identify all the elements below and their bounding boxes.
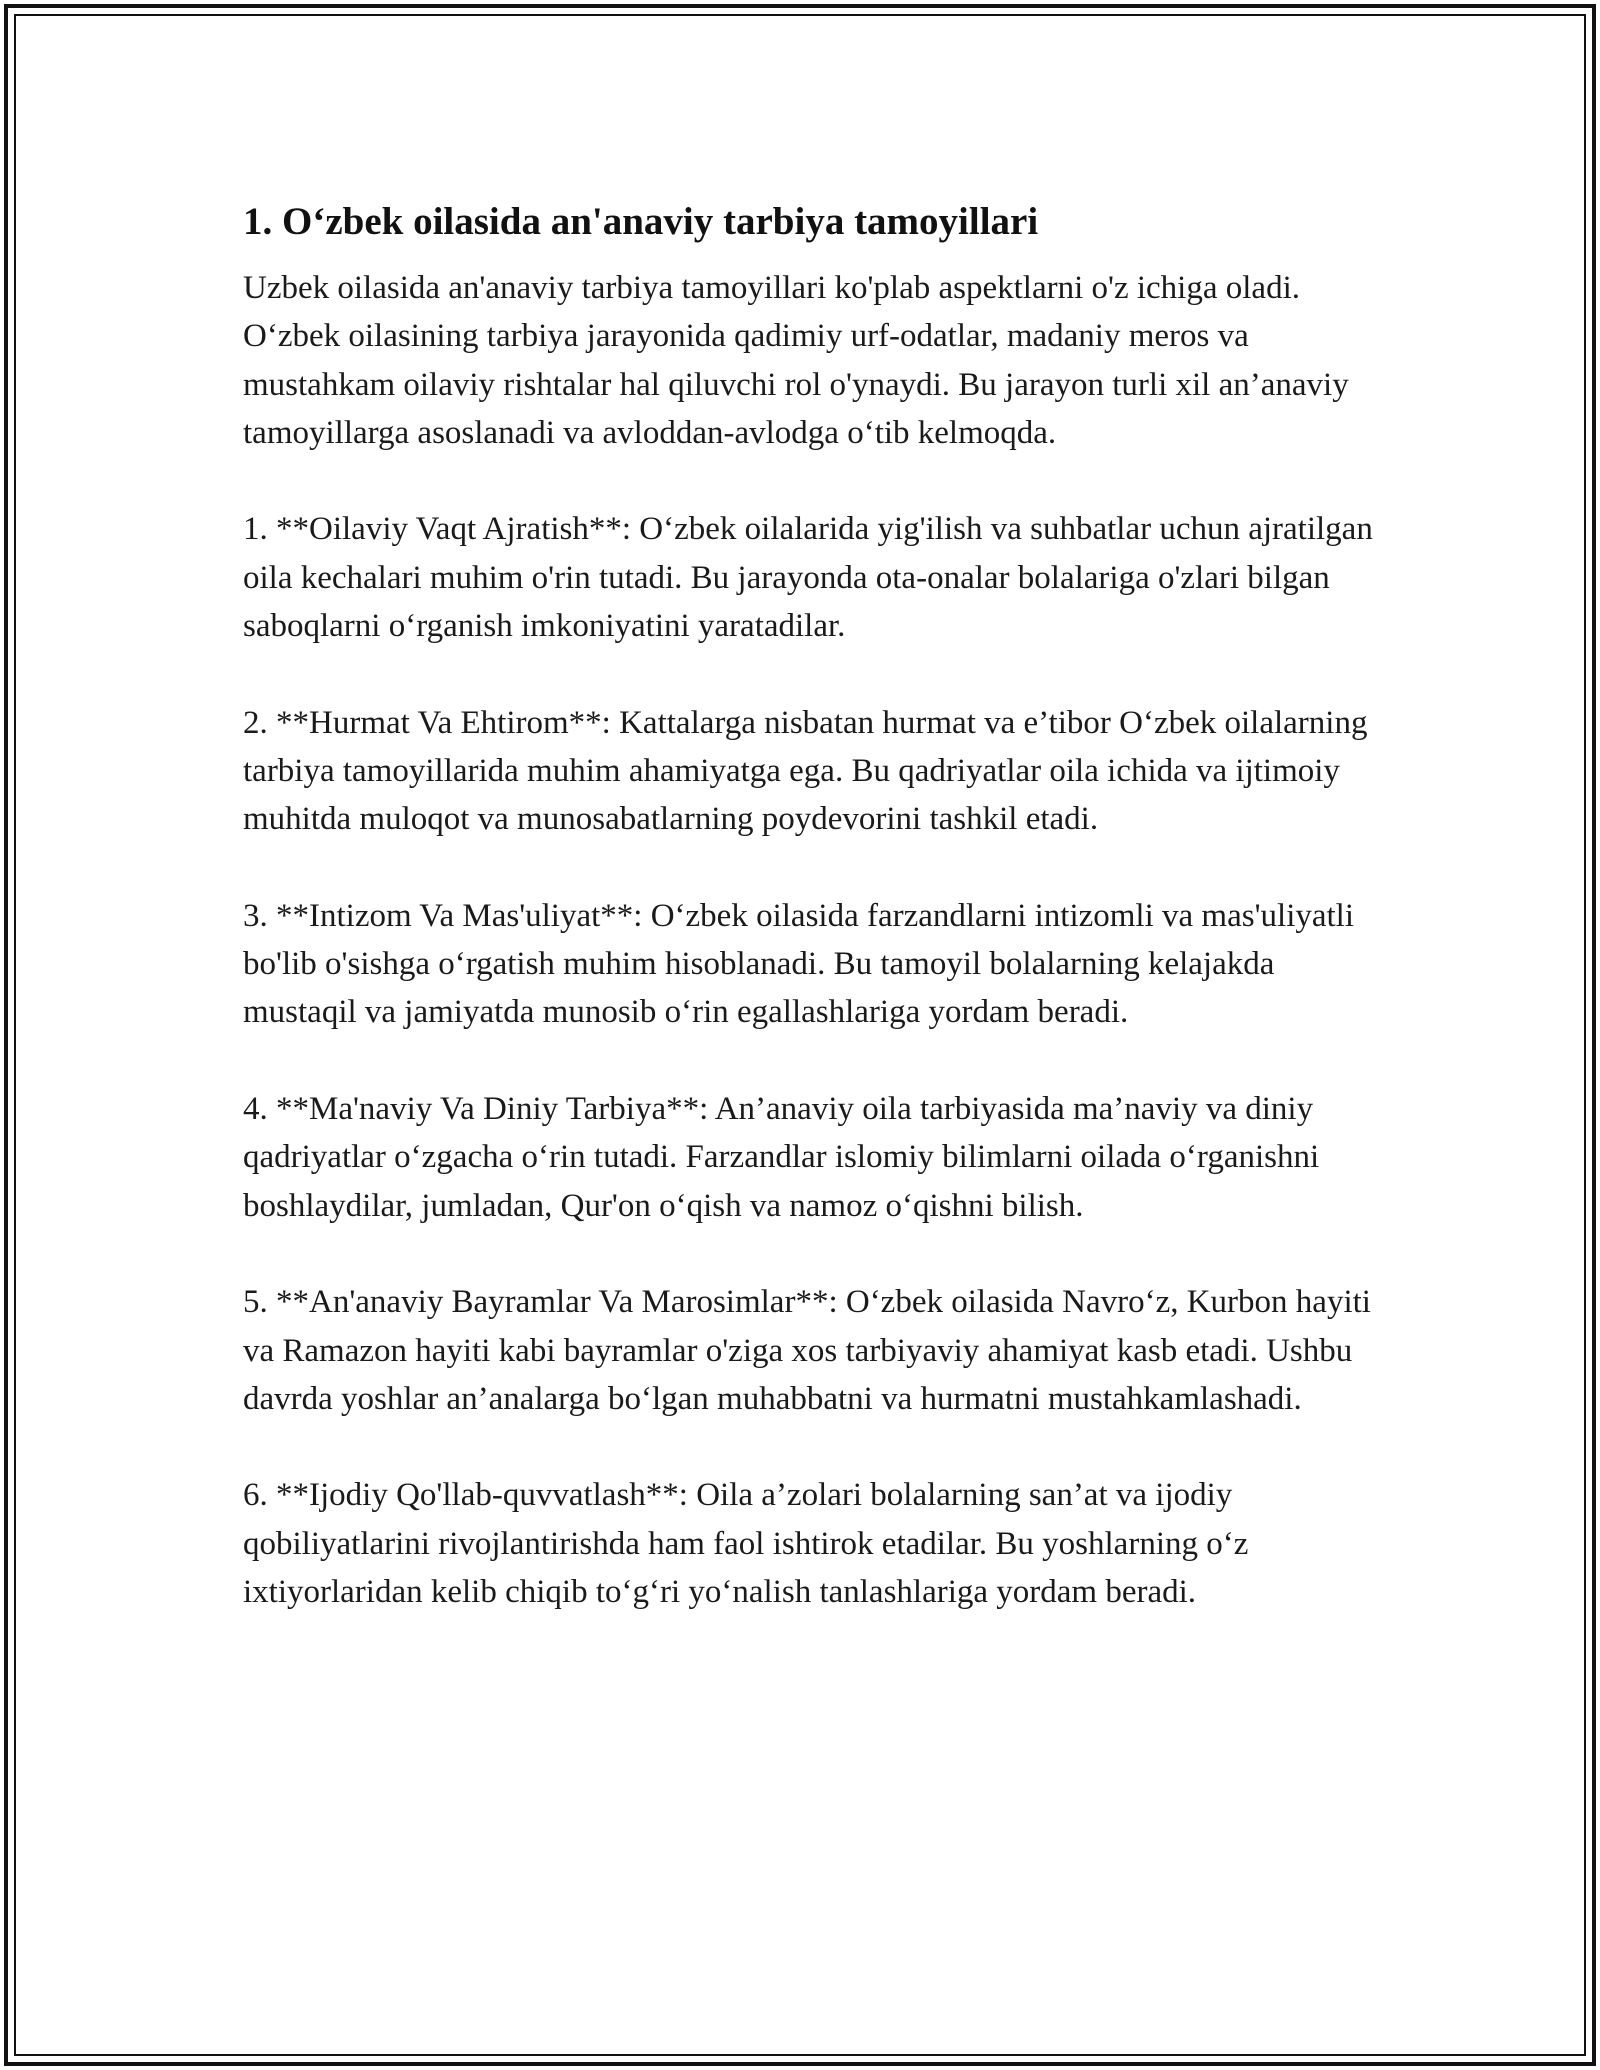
document-body bbox=[243, 196, 1383, 1616]
list-item-6: 6. **Ijodiy Qo'llab-quvvatlash**: Oila a’zolari bolalarning san’at va ijodiy qobiliyatlarini rivojlantirishda ham faol ishtirok etadilar. Bu yoshlarning o‘z ixtiyorlaridan kelib chiqib to‘g‘ri yo‘nalish tanlashlariga yordam beradi. bbox=[243, 1477, 1249, 1611]
list-item-4: 4. **Ma'naviy Va Diniy Tarbiya**: An’anaviy oila tarbiyasida ma’naviy va diniy qadriyatlar o‘zgacha o‘rin tutadi. Farzandlar islomiy bilimlarni oilada o‘rganishni boshlaydilar, jumladan, Qur'on o‘qish va namoz o‘qishni bilish. bbox=[243, 1091, 1320, 1224]
intro-paragraph: Uzbek oilasida an'anaviy tarbiya tamoyillari ko'plab aspektlarni o'z ichiga oladi. O‘zbek oilasining tarbiya jarayonida qadimiy urf-odatlar, madaniy meros va mustahkam oilaviy rishtalar hal qiluvchi rol o'ynaydi. Bu jarayon turli xil an’anaviy tamoyillarga asoslanadi va avloddan-avlodga o‘tib kelmoqda. bbox=[243, 270, 1349, 451]
list-item-2: 2. **Hurmat Va Ehtirom**: Kattalarga nisbatan hurmat va e’tibor O‘zbek oilalarning tarbiya tamoyillarida muhim ahamiyatga ega. Bu qadriyatlar oila ichida va ijtimoiy muhitda muloqot va munosabatlarning poydevorini tashkil etadi. bbox=[243, 704, 1368, 838]
page-border bbox=[4, 4, 1596, 2066]
list-item-1: 1. **Oilaviy Vaqt Ajratish**: O‘zbek oilalarida yig'ilish va suhbatlar uchun ajratilgan oila kechalari muhim o'rin tutadi. Bu jarayonda ota-onalar bolalariga o'zlari bilgan saboqlarni o‘rganish imkoniyatini yaratadilar. bbox=[243, 511, 1373, 645]
document-title: 1. O‘zbek oilasida an'anaviy tarbiya tamoyillari bbox=[243, 200, 1039, 243]
list-item-3: 3. **Intizom Va Mas'uliyat**: O‘zbek oilasida farzandlarni intizomli va mas'uliyatli bo'lib o'sishga o‘rgatish muhim hisoblanadi. Bu tamoyil bolalarning kelajakda mustaqil va jamiyatda munosib o‘rin egallashlariga yordam beradi. bbox=[243, 897, 1355, 1031]
list-item-5: 5. **An'anaviy Bayramlar Va Marosimlar**: O‘zbek oilasida Navro‘z, Kurbon hayiti va Ramazon hayiti kabi bayramlar o'ziga xos tarbiyaviy ahamiyat kasb etadi. Ushbu davrda yoshlar an’analarga bo‘lgan muhabbatni va hurmatni mustahkamlashadi. bbox=[243, 1284, 1371, 1417]
